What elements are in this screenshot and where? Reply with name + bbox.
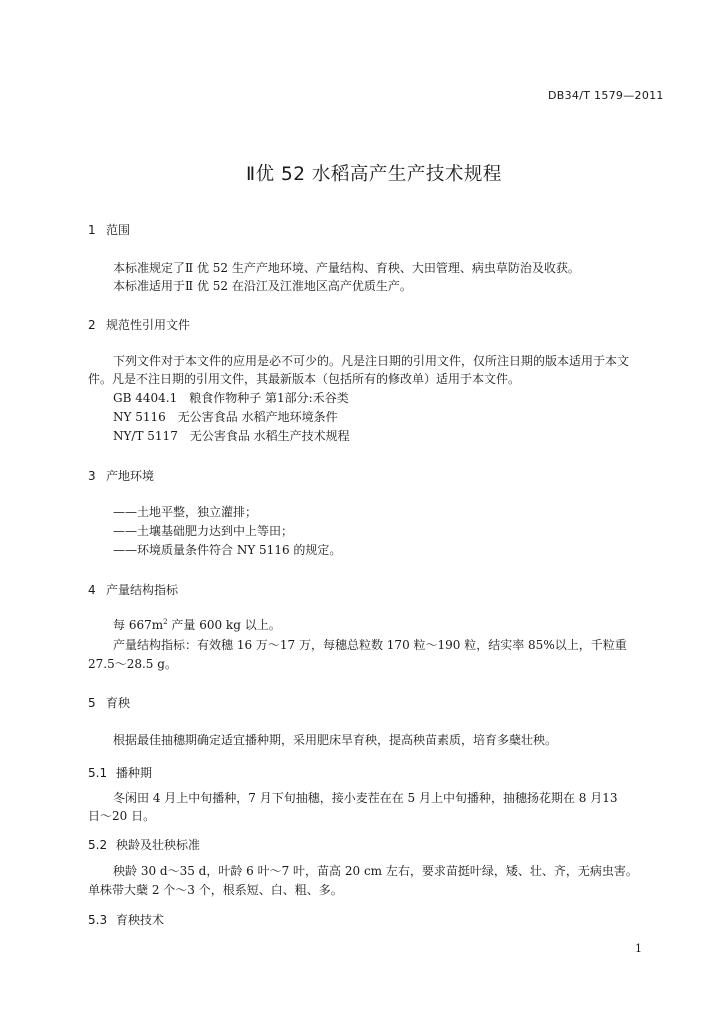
paragraph-line: 27.5～28.5 g。 [88,657,177,671]
paragraph-line: 产量结构指标：有效穗 16 万～17 万，每穗总粒数 170 粒～190 粒，结实率 85%以上，千粒重 [113,638,627,652]
section-heading-1 [88,221,130,238]
standard-code: DB34/T 1579—2011 [548,89,664,102]
paragraph-line: 日～20 日。 [88,809,156,823]
section-title: 秧龄及壮秧标准 [116,838,201,852]
section-number: 1 [88,223,96,237]
section-title: 育秧 [106,696,131,710]
section-heading-3 [88,467,154,484]
reference-item: NY 5116 无公害食品 水稻产地环境条件 [113,410,338,424]
section-title: 规范性引用文件 [106,318,191,332]
section-title: 产地环境 [106,469,155,483]
list-item: ——土壤基础肥力达到中上等田； [113,524,294,538]
section-number: 2 [88,318,96,332]
subsection-heading-5-3 [88,911,164,928]
paragraph [113,616,281,633]
section-number: 3 [88,469,96,483]
paragraph-line: 单株带大蘖 2 个～3 个，根系短、白、粗、多。 [88,883,343,897]
paragraph: 本标准适用于Ⅱ 优 52 在沿江及江淮地区高产优质生产。 [113,279,412,293]
paragraph-line: 秧龄 30 d～35 d，叶龄 6 叶～7 叶，苗高 20 cm 左右，要求苗挺叶绿，矮、壮、齐，无病虫害。 [113,864,638,878]
section-heading-5 [88,694,130,711]
paragraph-line: 件。凡是不注日期的引用文件，其最新版本（包括所有的修改单）适用于本文件。 [88,372,521,386]
section-number: 5 [88,696,96,710]
section-number: 5.3 [88,913,108,927]
text-span: 产量 600 kg 以上。 [167,618,281,632]
superscript: 2 [163,618,168,626]
paragraph-line: 下列文件对于本文件的应用是必不可少的。凡是注日期的引用文件，仅所注日期的版本适用于本文 [113,354,630,368]
section-number: 5.1 [88,766,108,780]
paragraph: 本标准规定了Ⅱ 优 52 生产产地环境、产量结构、育秧、大田管理、病虫草防治及收获。 [113,261,580,275]
section-heading-4 [88,581,178,598]
subsection-heading-5-2 [88,836,200,853]
paragraph-line: 冬闲田 4 月上中旬播种，7 月下旬抽穗，接小麦茬在在 5 月上中旬播种，抽穗扬花期在 8 月13 [113,791,618,805]
text-span: 每 667m [113,618,164,632]
document-title: Ⅱ优 52 水稻高产生产技术规程 [246,164,502,185]
section-number: 4 [88,583,96,597]
section-title: 播种期 [116,766,153,780]
section-heading-2 [88,316,190,333]
page-number: 1 [635,942,642,955]
section-title: 范围 [106,223,131,237]
subsection-heading-5-1 [88,764,152,781]
list-item: ——土地平整，独立灌排； [113,505,258,519]
section-title: 育秧技术 [116,913,165,927]
section-title: 产量结构指标 [106,583,179,597]
section-number: 5.2 [88,838,108,852]
reference-item: NY/T 5117 无公害食品 水稻生产技术规程 [113,429,350,443]
reference-item: GB 4404.1 粮食作物种子 第1部分:禾谷类 [113,391,349,405]
paragraph: 根据最佳抽穗期确定适宜播种期，采用肥床旱育秧，提高秧苗素质，培育多蘖壮秧。 [113,733,558,747]
list-item: ——环境质量条件符合 NY 5116 的规定。 [113,543,342,557]
